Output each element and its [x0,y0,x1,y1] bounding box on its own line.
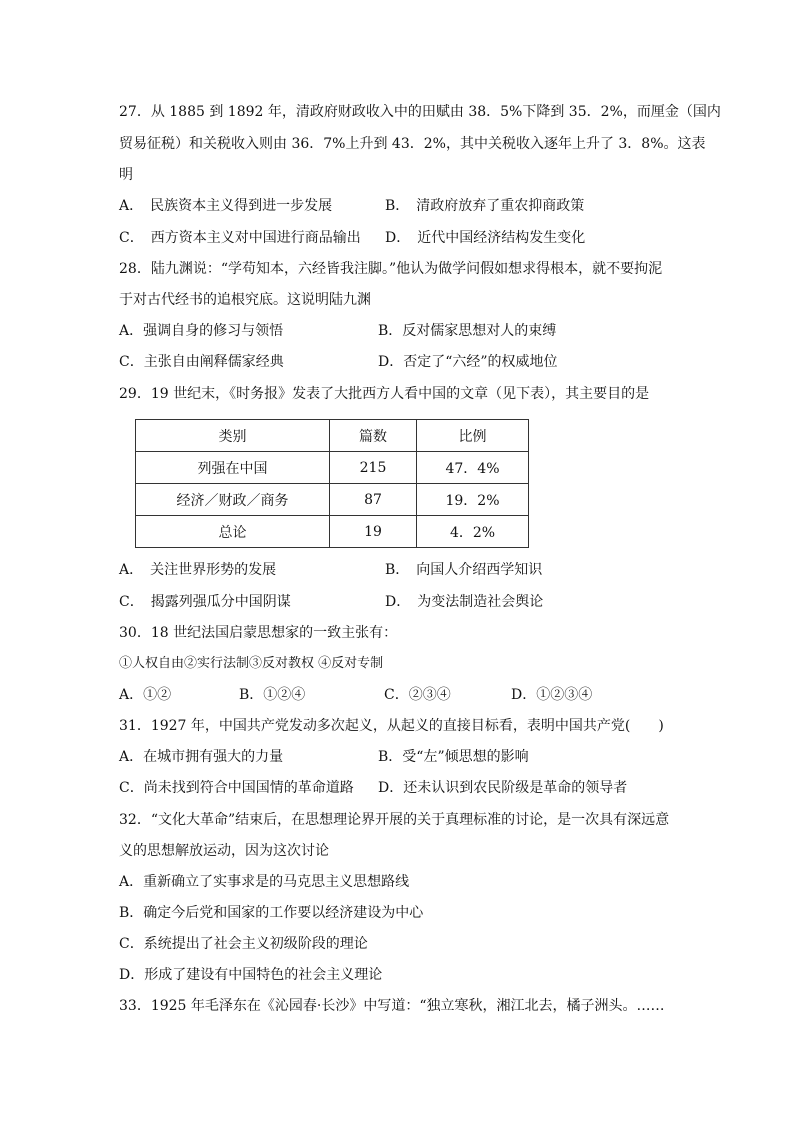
q27-option-a[interactable]: A． 民族资本主义得到进一步发展 [119,198,333,214]
table-header-ratio: 比例 [417,420,529,452]
q28-option-a[interactable]: A．强调自身的修习与领悟 [119,323,284,339]
q29-data-table [135,419,529,548]
q32-stem-line-2: 义的思想解放运动，因为这次讨论 [119,843,329,859]
q33-stem-line-1: 33．1925 年毛泽东在《沁园春·长沙》中写道：“独立寒秋，湘江北去，橘子洲头。…… [119,998,665,1014]
q29-option-d[interactable]: D． 为变法制造社会舆论 [385,594,544,610]
q31-option-d[interactable]: D．还未认识到农民阶级是革命的领导者 [378,780,628,796]
table-header-row [136,420,529,452]
table-header-category: 类别 [136,420,330,452]
q30-stem-line-1: 30．18 世纪法国启蒙思想家的一致主张有： [119,625,398,641]
table-cell: 19．2% [417,484,529,516]
q32-option-b[interactable]: B．确定今后党和国家的工作要以经济建设为中心 [119,905,424,921]
q27-stem-line-3: 明 [119,167,133,183]
table-cell: 总论 [136,516,330,548]
q30-option-a[interactable]: A．①② [119,687,172,703]
table-cell: 4．2% [417,516,529,548]
q28-stem-line-1: 28．陆九渊说：“学苟知本，六经皆我注脚。”他认为做学问假如想求得根本，就不要拘泥 [119,261,663,277]
table-cell: 215 [330,452,417,484]
q28-stem-line-2: 于对古代经书的追根究底。这说明陆九渊 [119,292,371,308]
table-cell: 87 [330,484,417,516]
q27-option-b[interactable]: B． 清政府放弃了重农抑商政策 [385,198,585,214]
table-row [136,452,529,484]
q32-option-c[interactable]: C．系统提出了社会主义初级阶段的理论 [119,936,368,952]
q31-stem-line-1: 31．1927 年，中国共产党发动多次起义，从起义的直接目标看，表明中国共产党( ) [119,718,664,734]
q32-stem-line-1: 32．“文化大革命”结束后，在思想理论界开展的关于真理标准的讨论，是一次具有深远意 [119,812,670,828]
q32-option-a[interactable]: A．重新确立了实事求是的马克思主义思想路线 [119,874,410,890]
q28-option-b[interactable]: B．反对儒家思想对人的束缚 [378,323,557,339]
q29-option-c[interactable]: C． 揭露列强瓜分中国阴谋 [119,594,291,610]
q30-option-d[interactable]: D．①②③④ [511,687,593,703]
q31-option-a[interactable]: A．在城市拥有强大的力量 [119,749,284,765]
table-row [136,516,529,548]
q27-option-d[interactable]: D． 近代中国经济结构发生变化 [385,230,586,246]
q31-option-c[interactable]: C．尚未找到符合中国国情的革命道路 [119,780,354,796]
q27-option-c[interactable]: C． 西方资本主义对中国进行商品输出 [119,230,361,246]
q27-stem-line-2: 贸易征税）和关税收入则由 36．7%上升到 43．2%，其中关税收入逐年上升了 3．8%。这表 [119,136,706,152]
q30-stem-line-2: ①人权自由②实行法制③反对教权 ④反对专制 [119,656,384,671]
table-cell: 经济／财政／商务 [136,484,330,516]
q30-option-b[interactable]: B．①②④ [239,687,306,703]
q29-stem-line-1: 29．19 世纪末，《时务报》发表了大批西方人看中国的文章（见下表），其主要目的是 [119,386,650,402]
q27-stem-line-1: 27．从 1885 到 1892 年，清政府财政收入中的田赋由 38．5%下降到 35．2%，而厘金（国内 [119,104,721,120]
table-row [136,484,529,516]
q30-option-c[interactable]: C．②③④ [384,687,451,703]
q29-option-b[interactable]: B． 向国人介绍西学知识 [385,562,543,578]
q32-option-d[interactable]: D．形成了建设有中国特色的社会主义理论 [119,967,383,983]
table-cell: 19 [330,516,417,548]
table-cell: 47．4% [417,452,529,484]
table-header-count: 篇数 [330,420,417,452]
q28-option-c[interactable]: C．主张自由阐释儒家经典 [119,354,284,370]
q28-option-d[interactable]: D．否定了“六经”的权威地位 [378,354,558,370]
table-cell: 列强在中国 [136,452,330,484]
q31-option-b[interactable]: B．受“左”倾思想的影响 [378,749,529,765]
q29-option-a[interactable]: A． 关注世界形势的发展 [119,562,277,578]
